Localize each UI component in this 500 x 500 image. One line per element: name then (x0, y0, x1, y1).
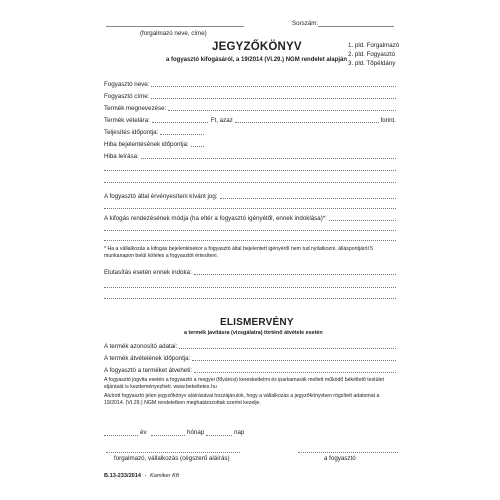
document-title: JEGYZŐKÖNYV (212, 41, 302, 53)
purchase-price-label: Termék vételára: (104, 117, 150, 124)
rejection-reason-field[interactable] (104, 268, 396, 276)
month-word: hónap (187, 429, 205, 436)
product-id-label: A termék azonosító adatai: (104, 343, 178, 350)
handover-date-field[interactable] (104, 354, 396, 362)
rejection-reason-line-2[interactable] (104, 287, 396, 288)
consumer-address-field[interactable] (104, 92, 396, 100)
claimed-right-field[interactable] (104, 192, 396, 200)
document-subtitle: a fogyasztó kifogásáról, a 19/2014 (VI.29.) NGM rendelet alapján (166, 57, 348, 63)
product-name-label: Termék megnevezése: (104, 105, 167, 112)
rejection-reason-label: Elutasítás esetén ennek indoka: (104, 269, 192, 276)
settlement-method-label: A kifogás rendezésének módja (ha eltér a fogyasztó igényétől, ennek indoklása)*: (104, 215, 327, 222)
rejection-reason-line-3[interactable] (104, 298, 396, 299)
seller-caption: (forgalmazó neve, címe) (140, 30, 207, 37)
currency-word-label: forint. (380, 117, 396, 124)
copy-2: 2. pld. Fogyasztó (348, 51, 396, 58)
acknowledgement-subtitle: a termék javításra (vizsgálatra) történő átvétele esetén (184, 330, 323, 336)
year-line[interactable] (104, 435, 138, 436)
consumer-name-label: Fogyasztó neve: (104, 81, 150, 88)
footer-separator: - (144, 473, 147, 479)
consumer-signature-line[interactable] (298, 452, 398, 453)
copy-1: 1. pld. Forgalmazó (348, 42, 400, 49)
settlement-method-line-2[interactable] (104, 230, 396, 231)
year-suffix: év (140, 429, 147, 436)
form-code: B.13-233/2014 (104, 473, 142, 479)
product-id-field[interactable] (104, 342, 396, 350)
day-line[interactable] (206, 435, 232, 436)
consumer-name-field[interactable] (104, 80, 396, 88)
claimed-right-line-2[interactable] (104, 208, 396, 209)
copy-3: 3. pld. Tőpéldány (348, 60, 396, 67)
defect-description-field[interactable] (104, 152, 396, 160)
sorszam-label: Sorszám: (292, 20, 319, 27)
settlement-method-line-3[interactable] (104, 240, 396, 241)
price-middle-label: Ft, azaz (210, 117, 233, 124)
footnote-text: * Ha a vállalkozás a kifogás bejelentésekor a fogyasztó által bejelentett igényéről nem tud nyilatkozni, álláspontjáról 5 munkanapon belül köteles a fogyasztót értesíteni. (104, 246, 374, 259)
fulfillment-date-label: Teljesítés időpontja: (104, 129, 159, 136)
defect-description-label: Hiba leírása: (104, 153, 139, 160)
sorszam-line[interactable] (318, 26, 394, 27)
seller-signature-caption: forgalmazó, vállalkozás (cégszerű aláírás) (114, 455, 230, 462)
seller-line[interactable] (106, 26, 244, 27)
defect-description-line-3[interactable] (104, 182, 396, 183)
return-date-label: A fogyasztó a terméket átveheti: (104, 367, 193, 374)
return-date-field[interactable] (104, 366, 396, 374)
info-text-2: Aluírott fogyasztó jelen jegyzőkönyv aláírásával hozzájárulok, hogy a vállalkozás a jegyzőkönyvben rögzített adatomat a 19/2014. (VI.29.) NGM rendeletben meghatározottak szerint kezelje. (104, 393, 380, 406)
defect-report-date-field[interactable] (104, 140, 204, 148)
consumer-signature-caption: a fogyasztó (324, 455, 356, 462)
day-word: nap (234, 429, 245, 436)
info-text-1: A fogyasztó jogvita esetén a fogyasztó a megyei (fővárosi) kereskedelmi és iparkamarák mellett működő békéltető testület eljárását is kezdeményezheti. www.bekeltetes.hu (104, 377, 384, 390)
defect-report-date-label: Hiba bejelentésének időpontja: (104, 141, 189, 148)
defect-description-line-2[interactable] (104, 170, 396, 171)
consumer-address-label: Fogyasztó címe: (104, 93, 150, 100)
purchase-price-field[interactable] (104, 116, 396, 124)
fulfillment-date-field[interactable] (104, 128, 204, 136)
handover-date-label: A termék átvételének időpontja: (104, 355, 191, 362)
claimed-right-label: A fogyasztó által érvényesíteni kívánt jog: (104, 193, 218, 200)
settlement-method-field[interactable] (104, 214, 396, 222)
footer (104, 473, 179, 479)
month-line[interactable] (151, 435, 185, 436)
publisher: Kamiker Kft (150, 473, 179, 479)
product-name-field[interactable] (104, 104, 396, 112)
acknowledgement-title: ELISMERVÉNY (220, 317, 294, 328)
seller-signature-line[interactable] (106, 452, 240, 453)
